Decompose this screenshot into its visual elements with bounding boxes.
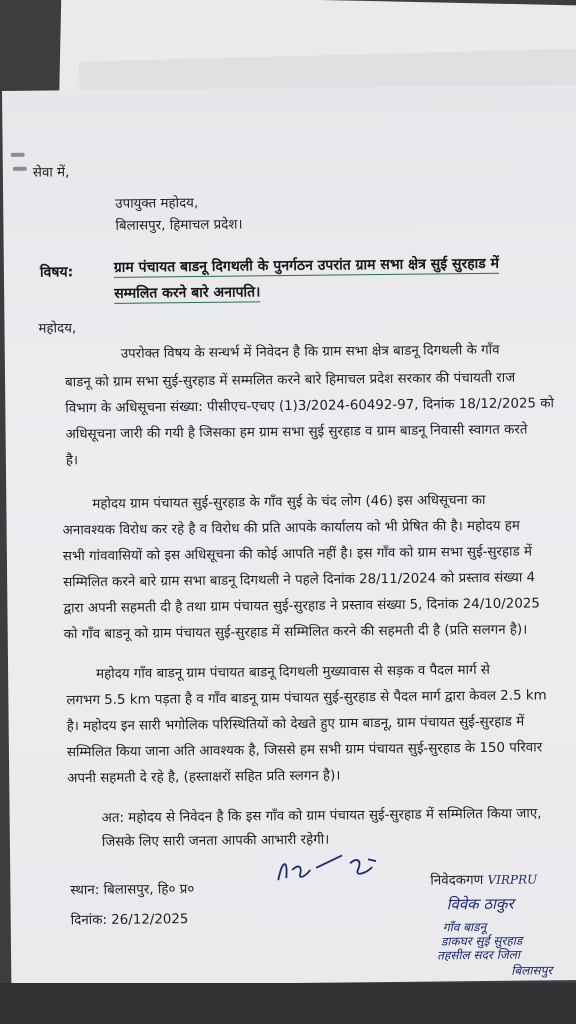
paragraph-line: महोदय ग्राम पंचायत सुई-सुरहाड के गाँव सुई के चंद लोग (46) इस अधिसूचना का [92,492,486,513]
handwritten-sign-6: बिलासपुर [511,963,553,978]
paragraph-line: जिसके लिए सारी जनता आपकी आभारी रहेगी। [101,832,330,851]
date-line: दिनांक: 26/12/2025 [70,912,189,929]
greeting: महोदय, [38,321,77,337]
handwritten-sign-4: डाकघर सुई सुरहाड [440,933,523,949]
subject-label: विषय: [39,264,74,281]
addressee-line-2: बिलासपुर, हिमाचल प्रदेश। [115,217,243,234]
applicants-label-text: निवेदकगण [430,873,484,889]
paragraph-line: सभी गांववासियों को इस अधिसूचना की कोई आपति नहीं है। इस गाँव को ग्राम सभा सुई-सुरहाड में [62,544,533,565]
handwritten-sign-5: तहसील सदर जिला [437,947,521,963]
paragraph-line: सम्मिलित करने बारे ग्राम सभा बाडनू दिगथली ने पहले दिनांक 28/11/2024 को प्रस्ताव संख्या 4 [63,570,536,591]
signature-scribble-1 [272,849,392,890]
table-surface [0,983,576,1024]
handwritten-sign-1: VIRPRU [487,872,538,887]
subject-line-2 [114,282,260,303]
handwritten-sign-3: गाँव बाडनू [442,919,487,935]
paragraph-line: अत: महोदय से निवेदन है कि इस गाँव को ग्राम पंचायत सुई-सुरहाड में सम्मिलित किया जाए, [101,806,542,827]
paragraph-line: अधिसूचना जारी की गयी है जिसका हम ग्राम सभा सुई सुरहाड व ग्राम बाडनू निवासी स्वागत करते [65,422,528,443]
paragraph-line: लगभग 5.5 km पड़ता है व गाँव बाडनू ग्राम पंचायत सुई-सुरहाड से पैदल मार्ग द्वारा केवल 2.5 km [66,688,547,709]
paragraph-line: है। [65,453,79,469]
paragraph-line: अनावश्यक विरोध कर रहे है व विरोध की प्रति आपके कार्यालय को भी प्रेषित की है। महोदय हम [62,518,520,539]
salutation-to: सेवा में, [32,165,70,181]
subject-text-1: ग्राम पंचायत बाडनू दिगथली के पुनर्गठन उपरांत ग्राम सभा क्षेत्र सुई सुरहाड में [113,255,500,276]
paragraph-line: सम्मिलित किया जाना अति आवश्यक है, जिससे हम सभी ग्राम पंचायत सुई-सुरहाड के 150 परिवार [66,740,543,761]
subject-line-1 [114,254,499,277]
handwritten-sign-2: विवेक ठाकुर [446,894,514,914]
addressee-line-1: उपायुक्त महोदय, [115,195,199,212]
paragraph-line: है। महोदय इन सारी भगोलिक परिस्थितियों को देखते हुए ग्राम बाडनू, ग्राम पंचायत सुई-सुरहाड में [66,714,525,735]
letter-document [2,85,576,986]
paragraph-line: बाडनू को ग्राम सभा सुई-सुरहाड में सम्मलित करने बारे हिमाचल प्रदेश सरकार की पंचायती राज [64,370,516,391]
paragraph-line: उपरोक्त विषय के सन्धर्भ में निवेदन है कि ग्राम सभा क्षेत्र बाडनू दिगथली के गाँव [120,342,500,362]
paragraph-line: द्वारा अपनी सहमती दी है तथा ग्राम पंचायत सुई-सुरहाड ने प्रस्ताव संख्या 5, दिनांक 24/10/2025 [63,596,540,617]
subject-text-2: सम्मलित करने बारे अनापति। [114,284,261,302]
paragraph-line: अपनी सहमती दे रहे है, (हस्ताक्षरों सहित प्रति स्लगन है)। [67,768,341,787]
applicants-label [430,869,537,888]
place-line: स्थान: बिलासपुर, हि० प्र० [70,882,195,899]
staple-mark [13,167,27,171]
paragraph-line: महोदय गाँव बाडनू ग्राम पंचायत बाडनू दिगथली मुख्यावास से सड़क व पैदल मार्ग से [96,662,490,683]
paragraph-line: विभाग के अधिसूचना संख्या: पीसीएच-एचए (1)3/2024-60492-97, दिनांक 18/12/2025 को [65,396,555,417]
staple-mark [11,153,25,157]
paragraph-line: को गाँव बाडनू को ग्राम पंचायत सुई-सुरहाड में सम्मिलित करने की सहमती दी है (प्रति सलगन है)। [63,622,528,643]
